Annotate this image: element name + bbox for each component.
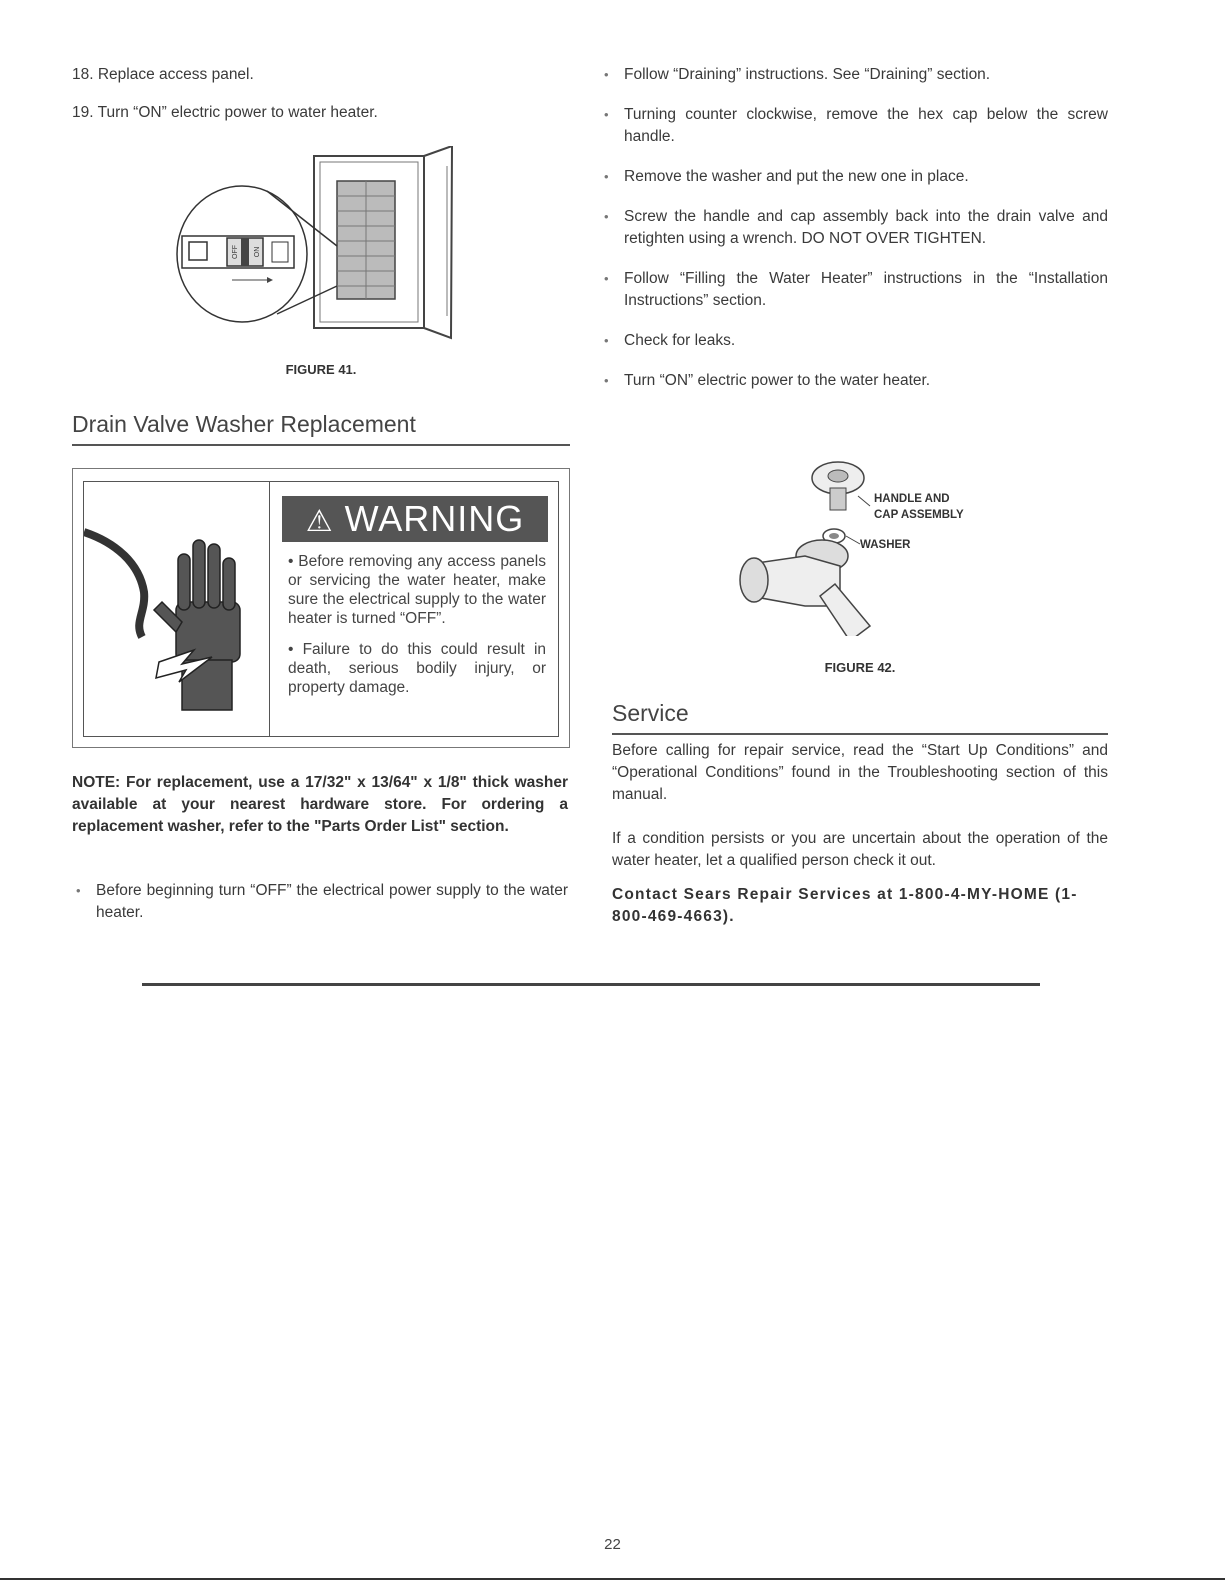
- figure-41-caption: FIGURE 41.: [285, 362, 357, 377]
- warning-box-inner: [83, 481, 559, 737]
- contact-sears: Contact Sears Repair Services at 1-800-4-MY-HOME (1-800-469-4663).: [612, 886, 1078, 925]
- warning-text: [288, 552, 546, 709]
- warning-item: • Failure to do this could result in death, serious bodily injury, or property damage.: [288, 641, 547, 696]
- list-item: • Remove the washer and put the new one in place.: [600, 166, 1108, 188]
- list-item: • Follow “Filling the Water Heater” instructions in the “Installation Instructions” section.: [600, 268, 1108, 312]
- list-item: • Screw the handle and cap assembly back into the drain valve and retighten using a wrench. DO NOT OVER TIGHTEN.: [600, 206, 1108, 250]
- breaker-off-label: OFF: [232, 245, 239, 259]
- list-item: • Follow “Draining” instructions. See “Draining” section.: [600, 64, 1108, 86]
- breaker-panel-illustration: [167, 146, 467, 346]
- list-item: • Before beginning turn “OFF” the electrical power supply to the water heater.: [72, 880, 568, 924]
- warning-header: [282, 496, 548, 542]
- service-paragraph-2: If a condition persists or you are uncertain about the operation of the water heater, let a qualified person check it out.: [612, 830, 1108, 869]
- handle-label-line2: CAP ASSEMBLY: [874, 509, 964, 521]
- step-18: 18. Replace access panel.: [72, 66, 254, 83]
- warning-item: • Before removing any access panels or servicing the water heater, make sure the electrical supply to the water heater is turned “OFF”.: [288, 553, 546, 627]
- drain-valve-heading: Drain Valve Washer Replacement: [72, 411, 570, 446]
- shock-hazard-icon: [84, 482, 270, 736]
- warning-box: [72, 468, 570, 748]
- figure-42-caption: FIGURE 42.: [824, 660, 896, 675]
- section-divider: [142, 983, 1040, 986]
- handle-label-line1: HANDLE AND: [874, 493, 950, 505]
- washer-label: WASHER: [860, 539, 911, 551]
- list-item: • Turning counter clockwise, remove the hex cap below the screw handle.: [600, 104, 1108, 148]
- list-item: • Check for leaks.: [600, 330, 1108, 352]
- breaker-on-label: ON: [254, 246, 261, 258]
- page-number: 22: [604, 1536, 621, 1553]
- warning-title: WARNING: [344, 498, 525, 539]
- drain-valve-illustration: [730, 456, 1010, 636]
- left-bullet-list: [72, 880, 568, 942]
- figure-41: [167, 146, 467, 346]
- right-bullet-list: [600, 64, 1108, 410]
- service-paragraph-1: Before calling for repair service, read the “Start Up Conditions” and “Operational Conditions” found in the Troubleshooting section of this manual.: [612, 742, 1108, 803]
- warning-triangle-icon: ⚠: [305, 505, 334, 538]
- list-item: • Turn “ON” electric power to the water heater.: [600, 370, 1108, 392]
- step-19: 19. Turn “ON” electric power to water heater.: [72, 104, 378, 121]
- service-heading: Service: [612, 700, 1108, 735]
- page-bottom-edge: [0, 1578, 1225, 1580]
- figure-42: [730, 456, 1010, 636]
- replacement-note: NOTE: For replacement, use a 17/32" x 13/64" x 1/8" thick washer available at your nearest hardware store. For ordering a replacement washer, refer to the "Parts Order List" section.: [72, 774, 568, 835]
- left-column: [72, 64, 570, 921]
